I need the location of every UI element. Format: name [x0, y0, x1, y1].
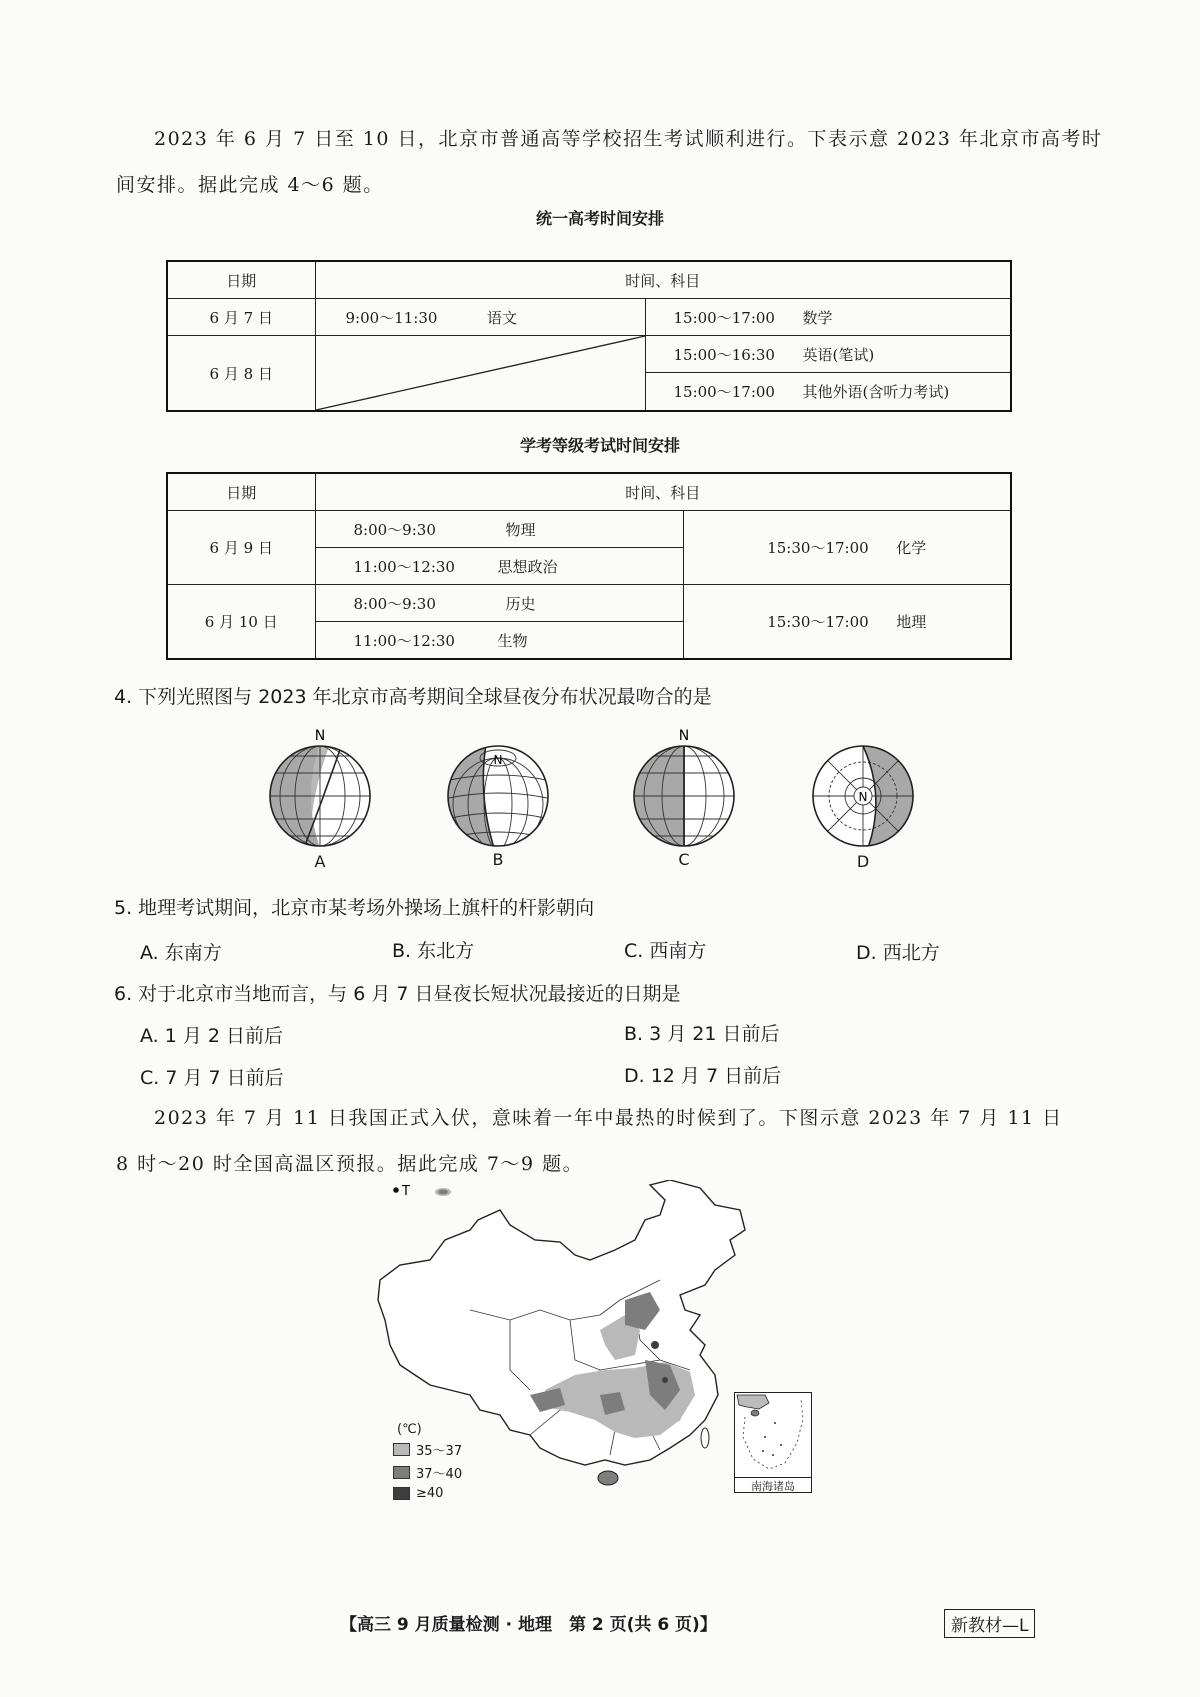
empty-diagonal-cell: [315, 336, 645, 412]
question-4-stem: 4. 下列光照图与 2023 年北京市高考期间全球昼夜分布状况最吻合的是: [114, 686, 712, 708]
schedule-cell: [645, 299, 1011, 336]
intro-line-1: 2023 年 6 月 7 日至 10 日，北京市普通高等学校招生考试顺利进行。下表示意 2023 年北京市高考时: [154, 128, 1103, 150]
header-date: 日期: [167, 473, 315, 511]
globe-a-pole-label: N: [314, 728, 326, 744]
globe-label-b: B: [492, 850, 504, 869]
intro-line-2: 8 时～20 时全国高温区预报。据此完成 7～9 题。: [116, 1153, 584, 1175]
schedule-cell: [315, 548, 683, 585]
legend-label: ≥40: [416, 1486, 444, 1501]
time-text: 15:30～17:00: [767, 539, 869, 557]
q6-option-b[interactable]: B. 3 月 21 日前后: [624, 1023, 780, 1045]
subject-text: 思想政治: [497, 557, 558, 576]
intro-paragraph-2: [116, 1095, 1116, 1187]
globe-c: [634, 744, 734, 848]
intro-paragraph-1: [116, 116, 1116, 208]
globe-label-c: C: [678, 850, 690, 869]
legend-item: [393, 1486, 462, 1501]
subject-text: 英语(笔试): [802, 345, 875, 364]
date-cell: 6 月 8 日: [167, 336, 315, 412]
schedule-cell: [315, 299, 645, 336]
subject-text: 其他外语(含听力考试): [802, 383, 950, 402]
time-text: 11:00～12:30: [353, 557, 455, 576]
question-6-stem: 6. 对于北京市当地而言，与 6 月 7 日昼夜长短状况最接近的日期是: [114, 983, 681, 1005]
time-text: 9:00～11:30: [345, 308, 438, 327]
globe-c-pole-label: N: [678, 728, 690, 744]
header-date: 日期: [167, 261, 315, 299]
subject-text: 生物: [497, 631, 528, 650]
globe-a: [268, 744, 372, 848]
schedule-cell: [683, 511, 1011, 585]
table-row: [167, 473, 1011, 511]
point-t-label: T: [402, 1184, 410, 1199]
diagonal-line: [316, 336, 645, 410]
time-text: 15:00～17:00: [673, 383, 775, 402]
time-text: 8:00～9:30: [353, 520, 436, 539]
schedule-cell: [315, 585, 683, 622]
legend-item: [393, 1440, 462, 1459]
subject-text: 地理: [896, 613, 927, 631]
time-text: 15:00～17:00: [673, 308, 775, 327]
south-china-sea-inset: [734, 1392, 812, 1493]
header-time-subject: 时间、科目: [315, 473, 1011, 511]
q5-option-b[interactable]: B. 东北方: [392, 940, 475, 962]
subject-text: 语文: [486, 308, 517, 327]
globe-label-a: A: [314, 852, 326, 871]
table-row: [167, 585, 1011, 622]
page-footer: 【高三 9 月质量检测 · 地理 第 2 页(共 6 页)】: [340, 1615, 717, 1635]
xuekao-schedule-table: [166, 472, 1012, 660]
point-t: [393, 1187, 399, 1193]
q5-option-a[interactable]: A. 东南方: [140, 942, 222, 964]
q5-option-d[interactable]: D. 西北方: [856, 942, 940, 964]
q5-option-c[interactable]: C. 西南方: [624, 940, 707, 962]
time-text: 11:00～12:30: [353, 631, 455, 650]
schedule-cell: [315, 511, 683, 548]
subject-text: 物理: [505, 520, 536, 539]
intro-line-1: 2023 年 7 月 11 日我国正式入伏，意味着一年中最热的时候到了。下图示意 2023 年 7 月 11 日: [154, 1107, 1063, 1129]
legend-item: [393, 1463, 462, 1482]
header-time-subject: 时间、科目: [315, 261, 1011, 299]
legend-swatch-37-40: [393, 1466, 410, 1479]
table-row: [167, 336, 1011, 373]
date-cell: 6 月 10 日: [167, 585, 315, 660]
table1-caption: 统一高考时间安排: [535, 209, 664, 228]
intro-line-2: 间安排。据此完成 4～6 题。: [116, 174, 384, 196]
subject-text: 化学: [896, 539, 927, 557]
legend-label: 37～40: [416, 1467, 463, 1482]
table-row: [167, 511, 1011, 548]
table-row: [167, 261, 1011, 299]
legend-label: 35～37: [416, 1444, 463, 1459]
schedule-cell: [645, 373, 1011, 411]
time-text: 15:30～17:00: [767, 613, 869, 631]
date-cell: 6 月 7 日: [167, 299, 315, 336]
edition-tag: 新教材—L: [944, 1609, 1035, 1638]
schedule-cell: [683, 585, 1011, 660]
gaokao-schedule-table: [166, 260, 1012, 412]
subject-text: 数学: [802, 308, 833, 327]
subject-text: 历史: [505, 594, 536, 613]
time-text: 15:00～16:30: [673, 345, 775, 364]
q6-option-a[interactable]: A. 1 月 2 日前后: [140, 1025, 284, 1047]
globe-label-d: D: [856, 852, 870, 871]
question-5-stem: 5. 地理考试期间，北京市某考场外操场上旗杆的杆影朝向: [114, 897, 595, 919]
legend-swatch-35-37: [393, 1443, 410, 1456]
map-legend: [393, 1422, 462, 1501]
table-row: [167, 299, 1011, 336]
table2-caption: 学考等级考试时间安排: [519, 436, 680, 455]
globe-d-pole-label: N: [858, 790, 868, 804]
schedule-cell: [645, 336, 1011, 373]
schedule-cell: [315, 622, 683, 660]
q6-option-c[interactable]: C. 7 月 7 日前后: [140, 1067, 284, 1089]
globe-b-pole-label: N: [493, 753, 503, 767]
q6-option-d[interactable]: D. 12 月 7 日前后: [624, 1065, 782, 1087]
time-text: 8:00～9:30: [353, 594, 436, 613]
inset-label: 南海诸岛: [735, 1477, 811, 1494]
legend-unit: (℃): [397, 1422, 422, 1437]
inset-map: [735, 1393, 811, 1477]
date-cell: 6 月 9 日: [167, 511, 315, 585]
legend-swatch-40-plus: [393, 1487, 410, 1500]
